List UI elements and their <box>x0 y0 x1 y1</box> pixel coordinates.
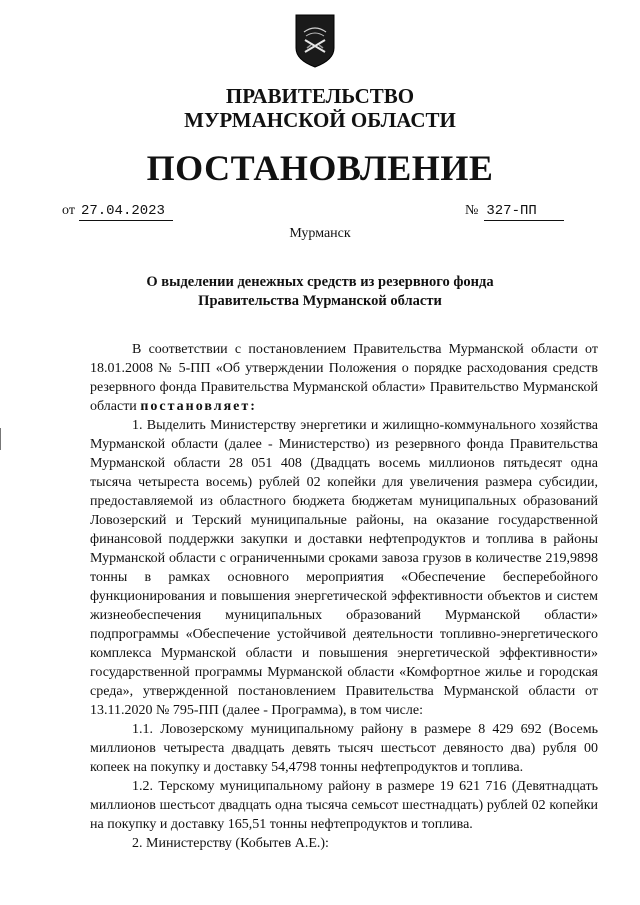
preamble-text: В соответствии с постановлением Правительства Мурманской области от 18.01.2008 № 5-ПП «Об утверждении Положения о порядке расходования средств резервного фонда Правительства Мурманской области» Правительство Мурманской области <box>90 342 598 414</box>
document-title-line-1: О выделении денежных средств из резервного фонда <box>146 274 494 290</box>
document-title-line-2: Правительства Мурманской области <box>198 293 442 309</box>
paragraph-2: 2. Министерству (Кобытев А.Е.): <box>132 836 329 851</box>
document-date <box>62 202 173 221</box>
document-body <box>90 340 598 853</box>
number-prefix: № <box>465 203 479 218</box>
date-prefix: от <box>62 203 75 218</box>
margin-mark <box>0 428 1 450</box>
government-name-line-1: ПРАВИТЕЛЬСТВО <box>225 84 415 108</box>
document-city: Мурманск <box>289 226 351 241</box>
date-value: 27.04.2023 <box>79 202 173 221</box>
paragraph-preamble <box>90 340 598 416</box>
paragraph-1-2: 1.2. Терскому муниципальному району в размере 19 621 716 (Девятнадцать миллионов шестьсот двадцать одна тысяча семьсот шестнадцать) рублей 02 копейки на покупку и доставку 165,51 тонны нефтепродуктов и топлива. <box>90 779 598 832</box>
paragraph-1-1: 1.1. Ловозерскому муниципальному району в размере 8 429 692 (Восемь миллионов четыреста двадцать девять тысяч шестьсот девяносто два) рубля 00 копеек на покупку и доставку 54,4798 тонны нефтепродуктов и топлива. <box>90 722 598 775</box>
coat-of-arms-icon <box>295 14 335 68</box>
document-type-heading: ПОСТАНОВЛЕНИЕ <box>146 148 494 188</box>
number-value: 327-ПП <box>484 202 564 221</box>
paragraph-1: 1. Выделить Министерству энергетики и жилищно-коммунального хозяйства Мурманской области (далее - Министерство) из резервного фонда Правительства Мурманской области 28 051 408 (Двадцать восемь миллионов пятьдесят одна тысяча четыреста восемь) рублей 02 копейки для увеличения размера субсидии, предоставляемой из областного бюджета бюджетам муниципальных образований Ловозерский и Терский муниципальные районы, на оказание государственной финансовой поддержки закупки и доставки нефтепродуктов и топлива в районы Мурманской области с ограниченными сроками завоза грузов в количестве 219,9898 тонны в рамках основного мероприятия «Обеспечение бесперебойного функционирования и повышения энергетической эффективности объектов и систем жизнеобеспечения муниципальных образований Мурманской области» подпрограммы «Обеспечение устойчивой деятельности топливно-энергетического комплекса Мурманской области и повышения энергетической эффективности» государственной программы Мурманской области «Комфортное жилье и городская среда», утвержденной постановлением Правительства Мурманской области от 13.11.2020 № 795-ПП (далее - Программа), в том числе: <box>90 418 598 718</box>
government-name-line-2: МУРМАНСКОЙ ОБЛАСТИ <box>184 108 456 132</box>
document-number <box>465 202 564 221</box>
decree-word: постановляет: <box>140 399 257 414</box>
